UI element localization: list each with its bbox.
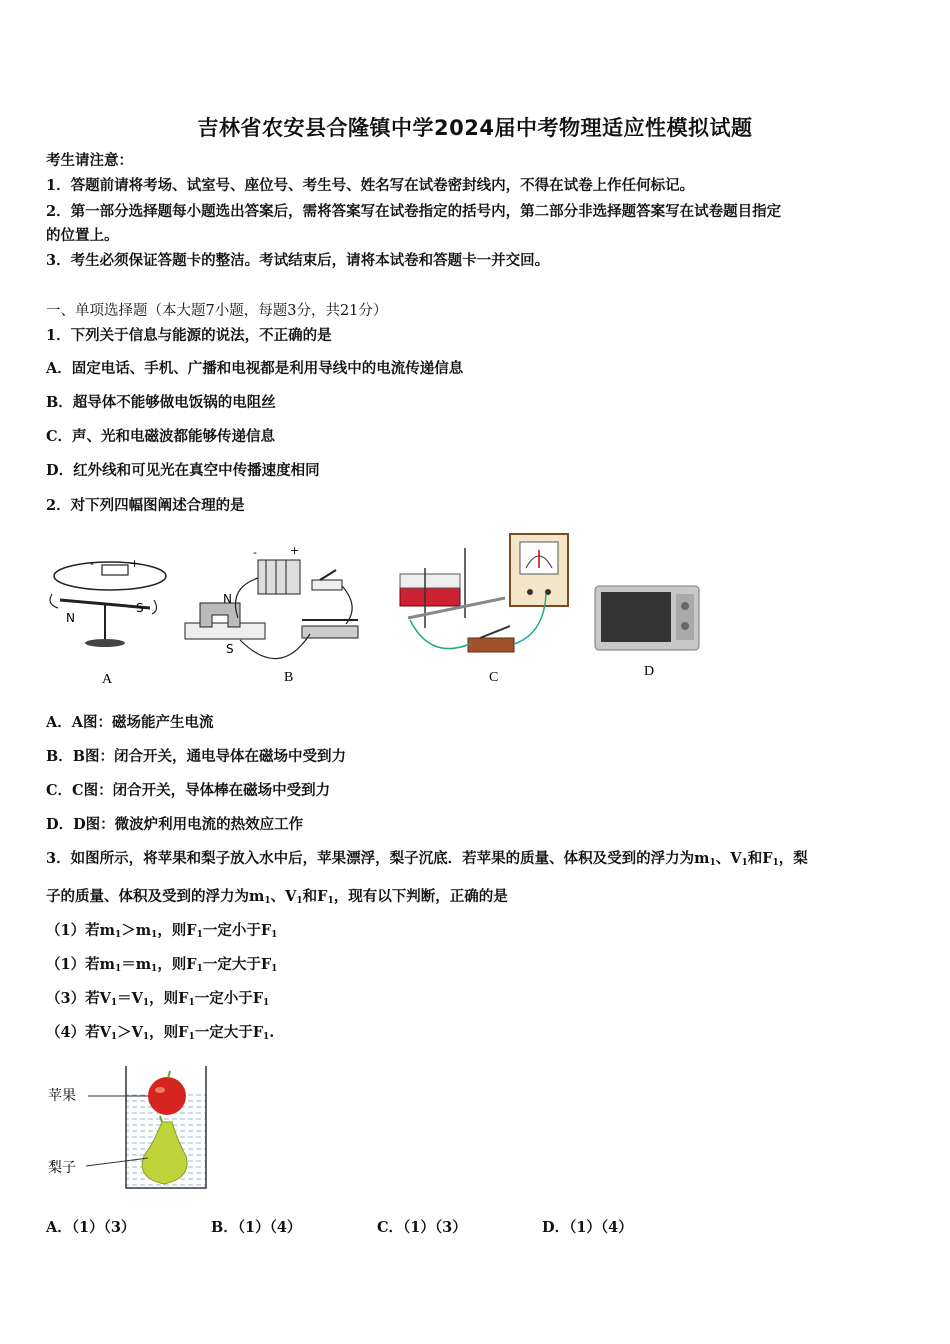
q2-option-d[interactable]: D．D图：微波炉利用电流的热效应工作 xyxy=(46,816,304,833)
q2-option-b[interactable]: B．B图：闭合开关，通电导体在磁场中受到力 xyxy=(46,748,347,765)
section-heading: 一、单项选择题（本大题7小题，每题3分，共21分） xyxy=(46,303,388,319)
figure-d-microwave-image xyxy=(595,586,699,650)
q3-judgement: （3）若$V_1=V_1$，则$F_1$一定小于$F_1$ xyxy=(46,990,270,1008)
q1-option-d[interactable]: D．红外线和可见光在真空中传播速度相同 xyxy=(46,462,320,479)
q3-answer-a[interactable]: A．（1）（3） xyxy=(46,1219,136,1236)
question-1-stem: 1．下列关于信息与能源的说法，不正确的是 xyxy=(46,327,332,344)
pear-label: 梨子 xyxy=(48,1159,76,1175)
fig-a-north: N xyxy=(66,611,75,625)
figure-c-galvanometer-diagram xyxy=(400,534,568,652)
fig-b-minus: - xyxy=(253,546,257,559)
q3-judgement: （1）若$m_1=m_1$，则$F_1$一定大于$F_1$ xyxy=(46,956,278,974)
notice-item: 2．第一部分选择题每小题选出答案后，需将答案写在试卷指定的括号内，第二部分非选择题答案写在试卷题目指定 xyxy=(46,203,782,220)
notice-item: 的位置上。 xyxy=(46,227,119,244)
q1-option-c[interactable]: C．声、光和电磁波都能够传递信息 xyxy=(46,428,276,445)
fig-b-plus: + xyxy=(290,544,300,557)
q3-answer-b[interactable]: B．（1）（4） xyxy=(211,1219,302,1236)
q1-option-a[interactable]: A．固定电话、手机、广播和电视都是利用导线中的电流传递信息 xyxy=(46,360,464,377)
q3-answer-d[interactable]: D．（1）（4） xyxy=(542,1219,633,1236)
fig-a-plus: + xyxy=(130,557,140,570)
apple-icon xyxy=(148,1071,186,1115)
q1-option-b[interactable]: B．超导体不能够做电饭锅的电阻丝 xyxy=(46,394,276,411)
question-3-stem-line2: 子的质量、体积及受到的浮力为$m_1$、$V_1$和$F_1$，现有以下判断，正确的是 xyxy=(46,888,508,906)
notice-heading: 考生请注意： xyxy=(46,152,133,169)
figure-a-compass-diagram xyxy=(50,557,166,647)
figure-label-d: D xyxy=(644,664,655,679)
page-title: 吉林省农安县合隆镇中学2024届中考物理适应性模拟试题 xyxy=(197,116,753,140)
notice-item: 1．答题前请将考场、试室号、座位号、考生号、姓名写在试卷密封线内，不得在试卷上作任何标记。 xyxy=(46,177,695,194)
apple-label: 苹果 xyxy=(48,1087,76,1103)
q3-judgement: （1）若$m_1>m_1$，则$F_1$一定小于$F_1$ xyxy=(46,922,278,940)
figure-b-circuit-diagram xyxy=(185,544,358,659)
question-3-stem-line1: 3．如图所示，将苹果和梨子放入水中后，苹果漂浮，梨子沉底．若苹果的质量、体积及受到的浮力为$m_1$、$V_1$和$F_1$，梨 xyxy=(46,850,808,868)
q2-option-a[interactable]: A．A图：磁场能产生电流 xyxy=(46,714,214,731)
fig-a-minus: - xyxy=(90,557,94,570)
fig-b-south: S xyxy=(226,642,234,656)
q3-answer-c[interactable]: C．（1）（3） xyxy=(377,1219,467,1236)
fig-a-south: S xyxy=(136,601,144,615)
q2-figures xyxy=(40,528,720,693)
notice-item: 3．考生必须保证答题卡的整洁。考试结束后，请将本试卷和答题卡一并交回。 xyxy=(46,252,550,269)
figure-label-a: A xyxy=(102,672,113,687)
figure-label-b: B xyxy=(284,670,294,685)
question-2-stem: 2．对下列四幅图阐述合理的是 xyxy=(46,497,245,514)
q3-judgement: （4）若$V_1>V_1$，则$F_1$一定大于$F_1$. xyxy=(46,1024,275,1042)
figure-label-c: C xyxy=(489,670,499,685)
q3-figure-beaker xyxy=(44,1062,224,1194)
fig-b-north: N xyxy=(223,592,232,606)
q2-option-c[interactable]: C．C图：闭合开关，导体棒在磁场中受到力 xyxy=(46,782,331,799)
